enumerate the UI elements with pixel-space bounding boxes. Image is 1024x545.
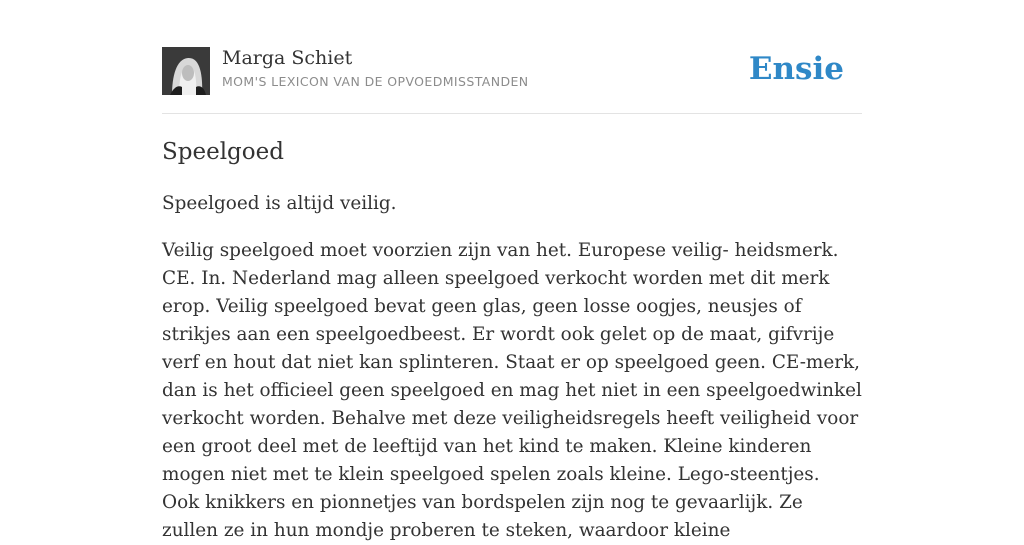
article-title: Speelgoed	[162, 139, 284, 165]
collection-title[interactable]: MOM'S LEXICON VAN DE OPVOEDMISSTANDEN	[222, 74, 529, 89]
brand-logo[interactable]: Ensie	[748, 51, 844, 87]
avatar[interactable]	[162, 47, 210, 95]
author-name[interactable]: Marga Schiet	[222, 47, 353, 69]
article-container	[162, 0, 862, 541]
article-header	[162, 0, 862, 114]
article-paragraph: Speelgoed is altijd veilig.	[162, 193, 397, 214]
article-paragraph: Veilig speelgoed moet voorzien zijn van het. Europese veilig- heidsmerk. CE. In. Nederland mag alleen speelgoed verkocht worden met dit merk erop. Veilig speelgoed bevat geen glas, geen losse oogjes, neusjes of strikjes aan een speelgoedbeest. Er wordt ook gelet op de maat, gifvrije verf en hout dat niet kan splinteren. Staat er op speelgoed geen. CE-merk, dan is het officieel geen speelgoed en mag het niet in een speelgoedwinkel verkocht worden. Behalve met deze veiligheidsregels heeft veiligheid voor een groot deel met de leeftijd van het kind te maken. Kleine kinderen mogen niet met te klein speelgoed spelen zoals kleine. Lego-steentjes. Ook knikkers en pionnetjes van bordspelen zijn nog te gevaarlijk. Ze zullen ze in hun mondje proberen te steken, waardoor kleine	[162, 240, 862, 541]
author-portrait-icon	[162, 47, 210, 95]
